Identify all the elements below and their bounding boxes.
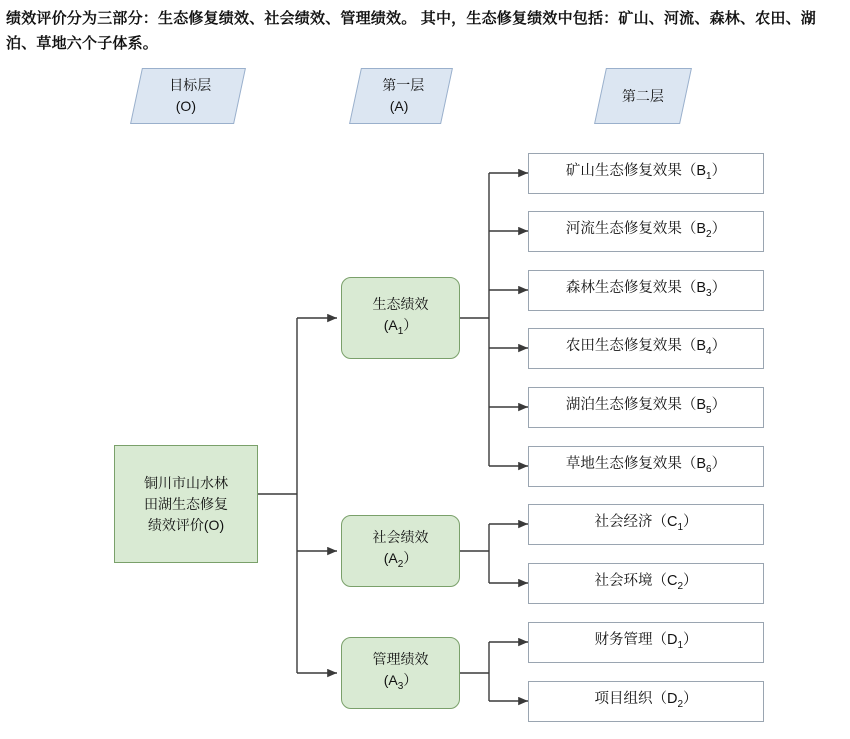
goal-node	[114, 445, 258, 563]
header-first-level	[349, 68, 453, 124]
level-d-node-organization	[528, 681, 764, 722]
level-b4-text: 农田生态修复效果$(B_4)$	[565, 337, 727, 357]
level-b1-text: 矿山生态修复效果$(B_1)$	[565, 162, 727, 182]
level-b-node-lake	[528, 387, 764, 428]
goal-line1: 铜川市山水林	[144, 474, 228, 491]
level-a-node-ecological	[341, 277, 460, 359]
level-b6-text: 草地生态修复效果$(B_6)$	[565, 455, 727, 475]
level-b3-text: 森林生态修复效果$(B_3)$	[565, 279, 727, 299]
level-c-node-environment	[528, 563, 764, 604]
level-b-node-river	[528, 211, 764, 252]
level-b-node-farmland	[528, 328, 764, 369]
goal-line2: 田湖生态修复	[144, 495, 228, 512]
header-first-level-line2: (A)	[389, 98, 409, 114]
level-c1-text: 社会经济$(C_1)$	[594, 513, 698, 533]
level-a-node-management	[341, 637, 460, 709]
level-a1-label: 生态绩效	[372, 296, 429, 313]
level-b-node-grassland	[528, 446, 764, 487]
header-second-level-line1: 第二层	[622, 87, 664, 104]
header-first-level-line1: 第一层	[382, 77, 425, 93]
level-a2-label: 社会绩效	[372, 529, 429, 546]
header-second-level	[594, 68, 692, 124]
level-c2-text: 社会环境$(C_2)$	[594, 572, 698, 592]
level-a1-code: $(A_1)$	[383, 317, 418, 337]
level-b-node-forest	[528, 270, 764, 311]
level-a-node-social	[341, 515, 460, 587]
header-goal-level	[130, 68, 246, 124]
level-d1-text: 财务管理$(D_1)$	[594, 631, 698, 651]
level-d-node-finance	[528, 622, 764, 663]
level-a2-code: $(A_2)$	[383, 550, 418, 570]
header-goal-level-line1: 目标层	[169, 77, 212, 93]
level-a3-label: 管理绩效	[372, 651, 429, 668]
level-c-node-economy	[528, 504, 764, 545]
level-b5-text: 湖泊生态修复效果$(B_5)$	[565, 396, 727, 416]
goal-line3: 绩效评价(O)	[147, 516, 225, 533]
level-a3-code: $(A_3)$	[383, 672, 418, 692]
header-goal-level-line2: (O)	[175, 98, 196, 114]
intro-paragraph: 绩效评价分为三部分：生态修复绩效、社会绩效、管理绩效。 其中，生态修复绩效中包括：矿山、河流、森林、农田、湖泊、草地六个子体系。	[6, 10, 816, 52]
level-b-node-mine	[528, 153, 764, 194]
level-b2-text: 河流生态修复效果$(B_2)$	[565, 220, 727, 240]
level-d2-text: 项目组织$(D_2)$	[594, 690, 698, 710]
